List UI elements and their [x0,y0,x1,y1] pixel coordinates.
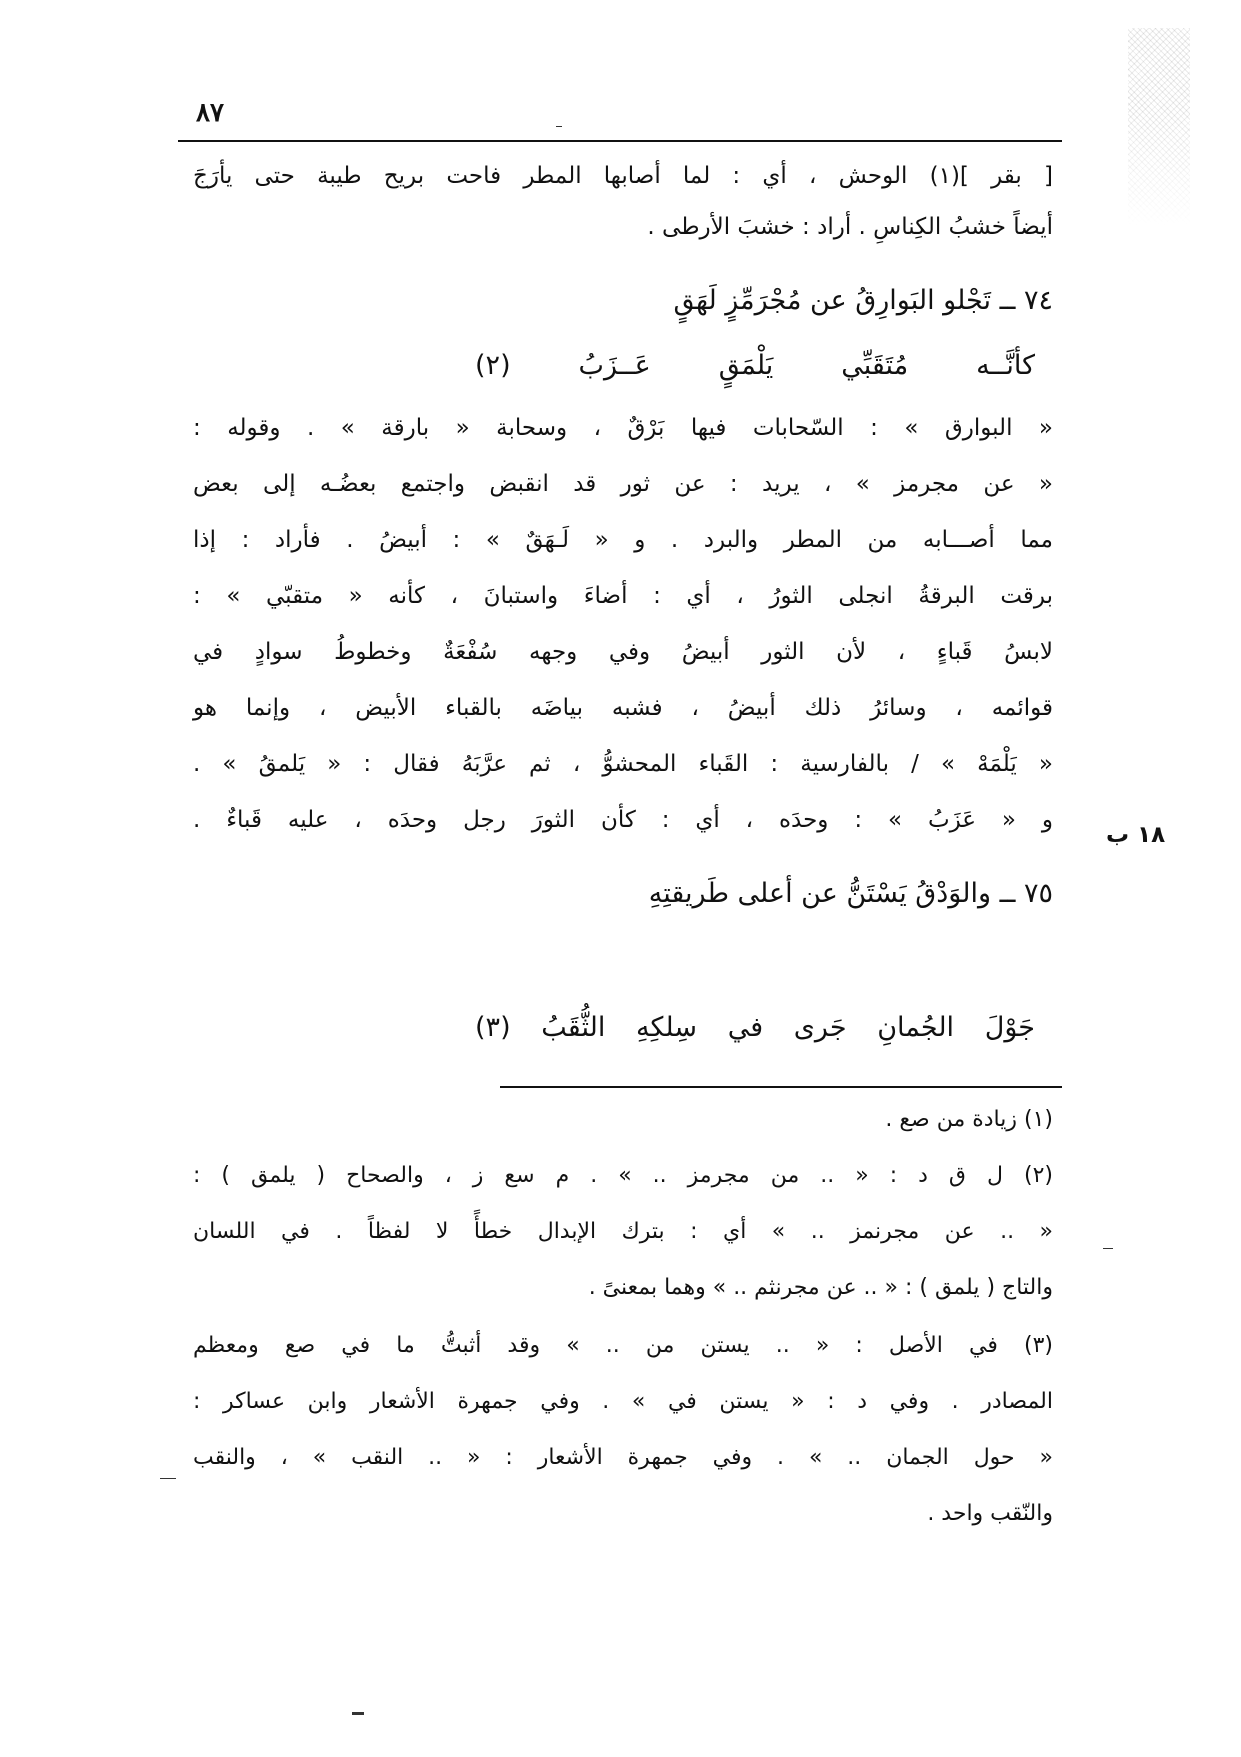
scan-mark [352,1712,364,1715]
commentary-line-7: « يَلْمَهْ » / بالفارسية : القَباء المحشوُّ ، ثم عرَّبَهُ فقال : « يَلمقُ » . [193,751,1053,777]
footnote-2-line-3: والتاج ( يلمق ) : « .. عن مجرنثم .. » وهما بمعنىً . [588,1275,1053,1300]
commentary-line-8: و « عَزَبُ » : وحدَه ، أي : كأن الثورَ رجل وحدَه ، عليه قَباءٌ . [193,807,1053,833]
footnote-3-line-3: « حول الجمان .. » . وفي جمهرة الأشعار : « .. النقب » ، والنقب [193,1445,1053,1470]
margin-folio-note: ١٨ ب [1106,822,1166,848]
body-line-2: أيضاً خشبُ الكِناسِ . أراد : خشبَ الأرطى . [647,214,1053,240]
commentary-line-1: « البوارق » : السّحابات فيها بَرْقٌ ، وسحابة « بارقة » . وقوله : [193,415,1053,441]
paper-texture [1128,28,1190,228]
commentary-line-6: قوائمه ، وسائرُ ذلك أبيضُ ، فشبه بياضَه بالقباء الأبيض ، وإنما هو [193,695,1053,721]
footnote-3-line-1: (٣) في الأصل : « .. يستن من .. » وقد أثبتُّ ما في صع ومعظم [193,1333,1053,1358]
verse-75-first-hemistich: ٧٥ ــ والوَدْقُ يَسْتَنُّ عن أعلى طَريقتِهِ [648,878,1053,909]
commentary-line-5: لابسُ قَباءٍ ، لأن الثور أبيضُ وفي وجهه سُفْعَةٌ وخطوطُ سوادٍ في [193,639,1053,665]
commentary-line-2: « عن مجرمز » ، يريد : عن ثور قد انقبض واجتمع بعضُـه إلى بعض [193,471,1053,497]
commentary-line-3: مما أصـــابه من المطر والبرد . و « لَـهَقٌ » : أبيضُ . فأراد : إذا [193,527,1053,553]
verse-74-second-hemistich: كأنَّــه مُتَقَبِّي يَلْمَقٍ عَــزَبُ (٢) [475,350,1035,381]
footnote-1: (١) زيادة من صع . [885,1107,1053,1132]
footnote-3-line-2: المصادر . وفي د : « يستن في » . وفي جمهرة الأشعار وابن عساكر : [193,1389,1053,1414]
page-number: ٨٧ [196,98,224,128]
scan-mark [160,1478,176,1479]
header-rule [178,140,1062,142]
verse-75-second-hemistich: جَوْلَ الجُمانِ جَرى في سِلكِهِ الثُّقَبُ (٣) [475,1012,1035,1043]
verse-74-first-hemistich: ٧٤ ــ تَجْلو البَوارِقُ عن مُجْرَمِّزٍ لَهَقٍ [673,285,1053,316]
footnote-rule [500,1086,1062,1088]
body-line-1: [ بقر ](١) الوحش ، أي : لما أصابها المطر فاحت بريح طيبة حتى يأرَجَ [193,163,1053,189]
footnote-2-line-1: (٢) ل ق د : « .. من مجرمز .. » . م سع ز ، والصحاح ( يلمق ) : [193,1163,1053,1188]
commentary-line-4: برقت البرقةُ انجلى الثورُ ، أي : أضاءَ واستبانَ ، كأنه « متقبّي » : [193,583,1053,609]
footnote-3-line-4: والنّقب واحد . [927,1501,1053,1526]
scan-mark [556,126,562,127]
scan-mark [1103,1248,1113,1249]
footnote-2-line-2: « .. عن مجرنمز .. » أي : بترك الإبدال خطأً لا لفظاً . في اللسان [193,1219,1053,1244]
